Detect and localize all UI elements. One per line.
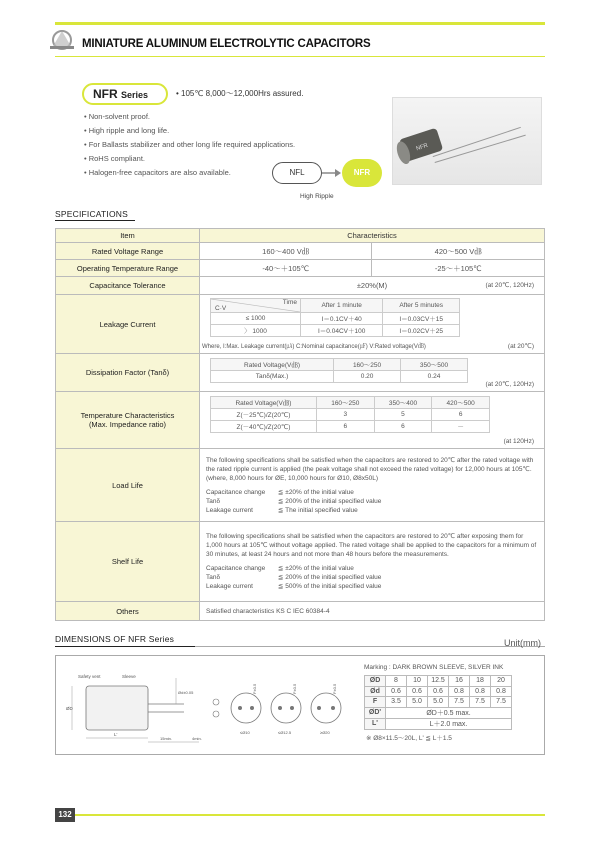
label-f2: F±0.5	[292, 683, 297, 694]
dim-val: 16	[449, 676, 470, 687]
title-rule	[55, 56, 545, 57]
row-rated-voltage	[56, 243, 545, 260]
arrow-right-icon	[322, 166, 342, 180]
dim-val: 7.5	[449, 697, 470, 708]
df-note: (at 20℃, 120Hz)	[485, 381, 534, 388]
df-r1: 0.20	[334, 371, 401, 383]
dim-val: 5.0	[407, 697, 428, 708]
label-d125: ≤Ø12.5	[278, 730, 292, 735]
dim-key: ØD	[365, 676, 386, 687]
temp-cell-val: 6	[316, 421, 374, 433]
rated-voltage-v2: 420～500 V㏈	[372, 243, 545, 260]
label-15min: 15min.	[160, 736, 173, 741]
shelf-item-key: Capacitance change	[206, 565, 266, 572]
leak-5min: I＝0.03CV＋15	[383, 313, 460, 325]
dim-key: Ød	[365, 686, 386, 697]
brand-logo	[48, 28, 76, 52]
row-cap-tol	[56, 277, 545, 295]
temp-cell-val: 5	[374, 409, 432, 421]
leakage-note: (at 20℃)	[507, 343, 534, 350]
temp-h: 160～250	[316, 397, 374, 409]
row-load-life	[56, 449, 545, 522]
leakage-where: Where, I:Max. Leakage current(㎂) C:Nominal capacitance(㎌) V:Rated voltage(V㏈)	[202, 344, 426, 350]
op-temp-v1: -40～＋105℃	[200, 260, 372, 277]
dim-val: 0.8	[491, 686, 512, 697]
col-item: Item	[56, 229, 200, 243]
capacitor-photo	[392, 97, 542, 185]
dim-val: 8	[386, 676, 407, 687]
temp-cell	[200, 392, 545, 449]
label-4min: 4min.	[192, 736, 202, 741]
df-h1: 160～250	[334, 359, 401, 371]
cap-tol-label: Capacitance Tolerance	[56, 277, 200, 295]
leak-5min: I＝0.02CV＋25	[383, 325, 460, 337]
series-suffix: Series	[121, 90, 149, 100]
after1-header: After 1 minute	[301, 299, 383, 313]
leakage-label: Leakage Current	[56, 295, 200, 354]
specs-underline	[55, 220, 135, 221]
dimension-note: ※ Ø8×11.5～20L, L' ≦ L＋1.5	[366, 735, 452, 742]
dim-val: 10	[407, 676, 428, 687]
rated-voltage-v1: 160～400 V㏈	[200, 243, 372, 260]
after5-header: After 5 minutes	[383, 299, 460, 313]
dimension-table	[364, 675, 512, 730]
dim-val: 0.8	[449, 686, 470, 697]
dim-key: ØD'	[365, 707, 386, 718]
leak-cv: ≤ 1000	[211, 313, 301, 325]
shelf-label: Shelf Life	[56, 522, 200, 602]
temp-h: Rated Voltage(V㏈)	[211, 397, 317, 409]
label-od: ØD	[66, 706, 73, 711]
dimensions-title: DIMENSIONS OF NFR Series	[55, 634, 175, 644]
df-subtable	[210, 358, 468, 383]
series-name: NFR	[93, 87, 118, 101]
feature-item: • For Ballasts stabilizer and other long life required applications.	[84, 140, 296, 149]
temp-cell-val: 6	[432, 409, 490, 421]
row-df	[56, 354, 545, 392]
dim-val: 5.0	[428, 697, 449, 708]
others-label: Others	[56, 602, 200, 621]
df-r0: Tanδ(Max.)	[211, 371, 334, 383]
specs-title: SPECIFICATIONS	[55, 209, 129, 219]
shelf-item-val: ≦ 200% of the initial specified value	[278, 574, 382, 581]
leak-1min: I＝0.04CV＋100	[301, 325, 383, 337]
load-para: The following specifications shall be satisfied when the capacitors are restored to 20℃ after the rated voltage with the rated ripple current is applied (the peak voltage shall not exceed the rated voltage) for 12,000 hours at 105℃. (where, 8,000 hours for ØE, 10,000 hours for Ø10, Ø8x50L)	[206, 456, 534, 482]
label-f1: F±0.5	[252, 683, 257, 694]
dim-val: 20	[491, 676, 512, 687]
dim-val: 0.6	[386, 686, 407, 697]
capacitor-drawing	[64, 664, 354, 748]
cv-time-header	[211, 299, 301, 313]
series-tagline: • 105℃ 8,000～12,000Hrs assured.	[176, 89, 304, 98]
row-op-temp	[56, 260, 545, 277]
dim-val: ØD＋0.5 max.	[386, 707, 512, 718]
row-shelf-life	[56, 522, 545, 602]
load-label: Load Life	[56, 449, 200, 522]
df-h0: Rated Voltage(V㏈)	[211, 359, 334, 371]
label-lprime: L'	[114, 732, 118, 737]
label-safety-vent: Safety vent	[78, 674, 101, 679]
load-item-key: Leakage current	[206, 506, 253, 514]
shelf-item-key: Leakage current	[206, 583, 253, 590]
dim-val: 0.6	[428, 686, 449, 697]
label-lead-dia: Ød±0.05	[178, 690, 194, 695]
flow-from: NFL	[272, 162, 322, 184]
df-r2: 0.24	[401, 371, 468, 383]
shelf-item-val: ≦ ±20% of the initial value	[278, 565, 354, 572]
specs-header-row	[56, 229, 545, 243]
label-d10: ≤Ø10	[240, 730, 250, 735]
load-item-val: ≦ ±20% of the initial value	[278, 488, 354, 496]
time-label: Time	[282, 299, 297, 306]
temp-cell-val: 6	[374, 421, 432, 433]
dim-val: 7.5	[491, 697, 512, 708]
cap-tol-cell	[200, 277, 545, 295]
dim-val: 7.5	[470, 697, 491, 708]
dim-key: L'	[365, 718, 386, 729]
row-temp	[56, 392, 545, 449]
leak-1min: I＝0.1CV＋40	[301, 313, 383, 325]
unit-label: Unit(mm)	[504, 638, 541, 648]
df-h2: 350～500	[401, 359, 468, 371]
temp-h: 420～500	[432, 397, 490, 409]
top-rule	[55, 22, 545, 25]
shelf-item-val: ≦ 500% of the initial specified value	[278, 583, 382, 590]
feature-item: • Non-solvent proof.	[84, 112, 150, 121]
load-items	[206, 488, 538, 515]
temp-cell-val: Z(－25℃)/Z(20℃)	[211, 409, 317, 421]
leak-cv: 〉 1000	[211, 325, 301, 337]
dim-val: 18	[470, 676, 491, 687]
series-badge	[82, 83, 168, 105]
leakage-cell	[200, 295, 545, 354]
temp-cell-val: 3	[316, 409, 374, 421]
svg-text:NFR: NFR	[415, 142, 429, 153]
dim-val: 0.6	[407, 686, 428, 697]
load-item-key: Tanδ	[206, 497, 221, 505]
cap-tol-value: ±20%(M)	[356, 281, 388, 290]
temp-cell-val: －	[432, 421, 490, 433]
marking-text: Marking : DARK BROWN SLEEVE, SILVER INK	[364, 664, 504, 671]
shelf-item-key: Tanδ	[206, 574, 221, 581]
row-leakage	[56, 295, 545, 354]
shelf-items	[206, 564, 538, 591]
temp-label1: Temperature Characteristics	[80, 411, 175, 420]
dimensions-underline-strong	[55, 646, 195, 647]
temp-h: 350～400	[374, 397, 432, 409]
cap-tol-note: (at 20℃, 120Hz)	[485, 282, 534, 289]
temp-cell-val: Z(－40℃)/Z(20℃)	[211, 421, 317, 433]
shelf-cell	[200, 522, 545, 602]
load-item-val: ≦ The initial specified value	[278, 506, 358, 514]
rated-voltage-label: Rated Voltage Range	[56, 243, 200, 260]
op-temp-v2: -25～＋105℃	[372, 260, 545, 277]
shelf-para: The following specifications shall be satisfied when the capacitors are restored to 20℃ after exposing them for 1,000 hours at 105℃ without voltage applied. The rated voltage shall be applied to the capacitors for a minimum of 30 minutes, at least 24 hours and not more than 48 hours before the measurements.	[206, 533, 537, 558]
footer-rule	[55, 814, 545, 816]
df-cell	[200, 354, 545, 392]
dim-val: 0.8	[470, 686, 491, 697]
load-item-val: ≦ 200% of the initial specified value	[278, 497, 382, 505]
specs-table	[55, 228, 545, 621]
label-d20: ≥Ø20	[320, 730, 330, 735]
op-temp-label: Operating Temperature Range	[56, 260, 200, 277]
dim-val: 3.5	[386, 697, 407, 708]
label-sleeve: Sleeve	[122, 674, 136, 679]
feature-item: • High ripple and long life.	[84, 126, 170, 135]
feature-item: • Halogen-free capacitors are also available.	[84, 168, 231, 177]
load-cell	[200, 449, 545, 522]
page-title: MINIATURE ALUMINUM ELECTROLYTIC CAPACITORS	[82, 38, 371, 50]
dim-val: L＋2.0 max.	[386, 718, 512, 729]
flow-to: NFR	[342, 159, 382, 187]
df-label: Dissipation Factor (Tanδ)	[56, 354, 200, 392]
cv-label: C·V	[215, 305, 227, 312]
temp-note: (at 120Hz)	[503, 438, 534, 445]
temp-label	[56, 392, 200, 449]
others-value: Satisfied characteristics KS C IEC 60384-4	[200, 602, 545, 621]
col-characteristics: Characteristics	[200, 229, 545, 243]
dim-val: 12.5	[428, 676, 449, 687]
load-item-key: Capacitance change	[206, 488, 266, 496]
label-f3: F±0.5	[332, 683, 337, 694]
page-number: 132	[55, 808, 75, 822]
feature-item: • RoHS compliant.	[84, 154, 145, 163]
temp-subtable	[210, 396, 490, 433]
row-others	[56, 602, 545, 621]
temp-label2: (Max. Impedance ratio)	[88, 420, 167, 429]
dim-key: F	[365, 697, 386, 708]
leakage-subtable	[210, 298, 460, 337]
flow-label: High Ripple	[300, 193, 334, 200]
